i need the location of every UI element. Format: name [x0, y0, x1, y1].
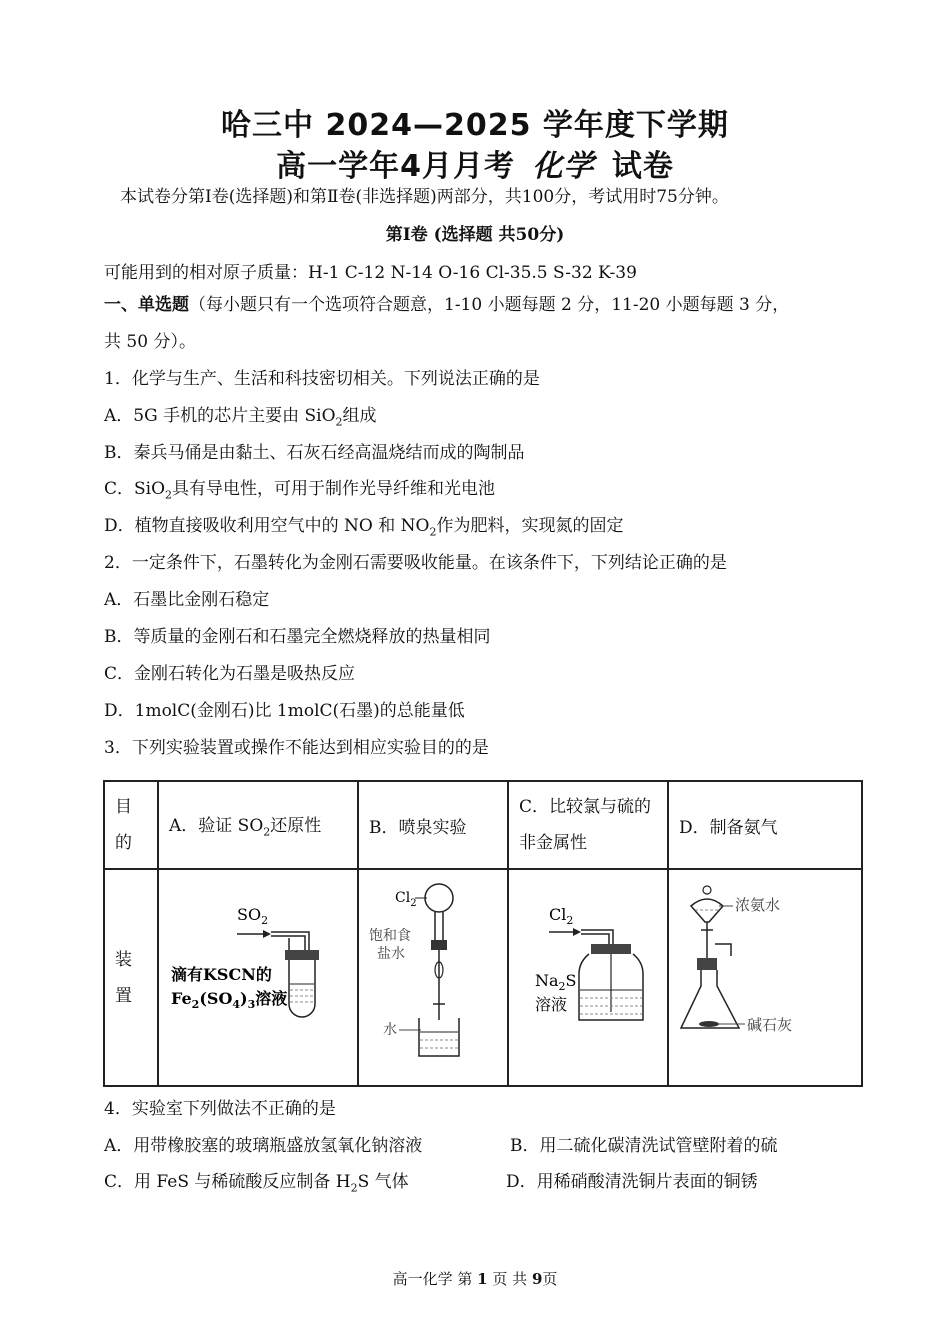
- q3-option-c: C．比较氯与硫的 非金属性: [508, 781, 668, 869]
- q3-figure-c: [508, 869, 668, 1086]
- figure-c-label2: 溶液: [535, 995, 568, 1014]
- exam-title-line2: [0, 141, 950, 185]
- figure-b-gas: $Cl_2$: [395, 890, 417, 909]
- q3-option-d: D．制备氨气: [668, 781, 862, 869]
- figure-b-water: 水: [383, 1022, 397, 1038]
- figure-d-svg: [669, 870, 849, 1080]
- section-heading: 第Ⅰ卷 (选择题 共50分): [385, 225, 565, 245]
- figure-c-svg: [509, 870, 665, 1080]
- q3-apparatus-label: 装 置: [104, 869, 158, 1086]
- q4-option-d: D．用稀硝酸清洗铜片表面的铜锈: [506, 1172, 758, 1192]
- q4-option-b: B．用二硫化碳清洗试管壁附着的硫: [510, 1136, 778, 1156]
- exam-title-line1: 哈三中 2024—2025 学年度下学期: [221, 108, 729, 143]
- part1-desc: （每小题只有一个选项符合题意，1-10 小题每题 2 分，11-20 小题每题 3 分，: [189, 295, 790, 315]
- q1-option-d: D．植物直接吸收利用空气中的 NO 和 $NO_2$作为肥料，实现氮的固定: [104, 516, 624, 539]
- q1-option-a: A．5G 手机的芯片主要由 SiO$_2$组成: [104, 406, 377, 429]
- q4-option-c: C．用 FeS 与稀硫酸反应制备 $H_2S$ 气体: [104, 1172, 409, 1195]
- exam-intro: 本试卷分第Ⅰ卷(选择题)和第Ⅱ卷(非选择题)两部分，共100分，考试用时75分钟。: [120, 187, 729, 207]
- figure-a-gas: $SO_2$: [237, 905, 269, 927]
- part1-label: 一、单选题: [104, 295, 189, 315]
- figure-b-label2: 盐水: [377, 946, 405, 962]
- q3-figure-b: [358, 869, 508, 1086]
- figure-d-top-label: 浓氨水: [735, 896, 781, 914]
- q4-stem: 4．实验室下列做法不正确的是: [104, 1099, 336, 1119]
- page-footer: 高一化学 第 1 页 共 9页: [392, 1270, 558, 1288]
- q3-table: [103, 780, 863, 1087]
- q2-option-c: C．金刚石转化为石墨是吸热反应: [104, 664, 356, 684]
- figure-a-svg: [159, 870, 355, 1080]
- figure-b-label1: 饱和食: [369, 928, 411, 944]
- q2-option-d: D．1molC(金刚石)比 1molC(石墨)的总能量低: [104, 701, 465, 721]
- total-pages: 9: [531, 1270, 543, 1288]
- q3-option-b: B．喷泉实验: [358, 781, 508, 869]
- figure-d-bottom-label: 碱石灰: [747, 1016, 793, 1034]
- q2-option-a: A．石墨比金刚石稳定: [104, 590, 270, 610]
- figure-c-gas: $Cl_2$: [549, 905, 574, 927]
- title-suffix: 试卷: [611, 149, 674, 184]
- part1-desc-cont: 共 50 分）。: [104, 332, 196, 352]
- q2-option-b: B．等质量的金刚石和石墨完全燃烧释放的热量相同: [104, 627, 491, 647]
- q4-option-a: A．用带橡胶塞的玻璃瓶盛放氢氧化钠溶液: [104, 1136, 423, 1156]
- current-page: 1: [477, 1270, 488, 1288]
- q3-purpose-label: 目 的: [104, 781, 158, 869]
- part1-instructions: [104, 290, 789, 315]
- figure-a-label1: 滴有KSCN的: [171, 965, 272, 984]
- q3-figure-a: [158, 869, 358, 1086]
- title-subject: 化学: [532, 149, 595, 184]
- q3-option-a: A．验证 $SO_2$还原性: [158, 781, 358, 869]
- q3-figure-d: [668, 869, 862, 1086]
- q1-option-c: C．SiO$_2$具有导电性，可用于制作光导纤维和光电池: [104, 479, 496, 502]
- title-grade: 高一学年4月月考: [276, 149, 515, 184]
- figure-b-svg: [359, 870, 505, 1080]
- q2-stem: 2．一定条件下，石墨转化为金刚石需要吸收能量。在该条件下，下列结论正确的是: [104, 553, 727, 573]
- figure-c-label1: $Na_2S$: [535, 971, 577, 993]
- q3-stem: 3．下列实验装置或操作不能达到相应实验目的的是: [104, 738, 489, 758]
- q1-stem: 1．化学与生产、生活和科技密切相关。下列说法正确的是: [104, 369, 540, 389]
- figure-a-label2: $Fe_2(SO_4)_3$溶液: [171, 989, 288, 1011]
- q1-option-b: B．秦兵马俑是由黏土、石灰石经高温烧结而成的陶制品: [104, 443, 525, 463]
- atomic-masses: 可能用到的相对原子质量：H-1 C-12 N-14 O-16 Cl-35.5 S-32 K-39: [104, 263, 637, 283]
